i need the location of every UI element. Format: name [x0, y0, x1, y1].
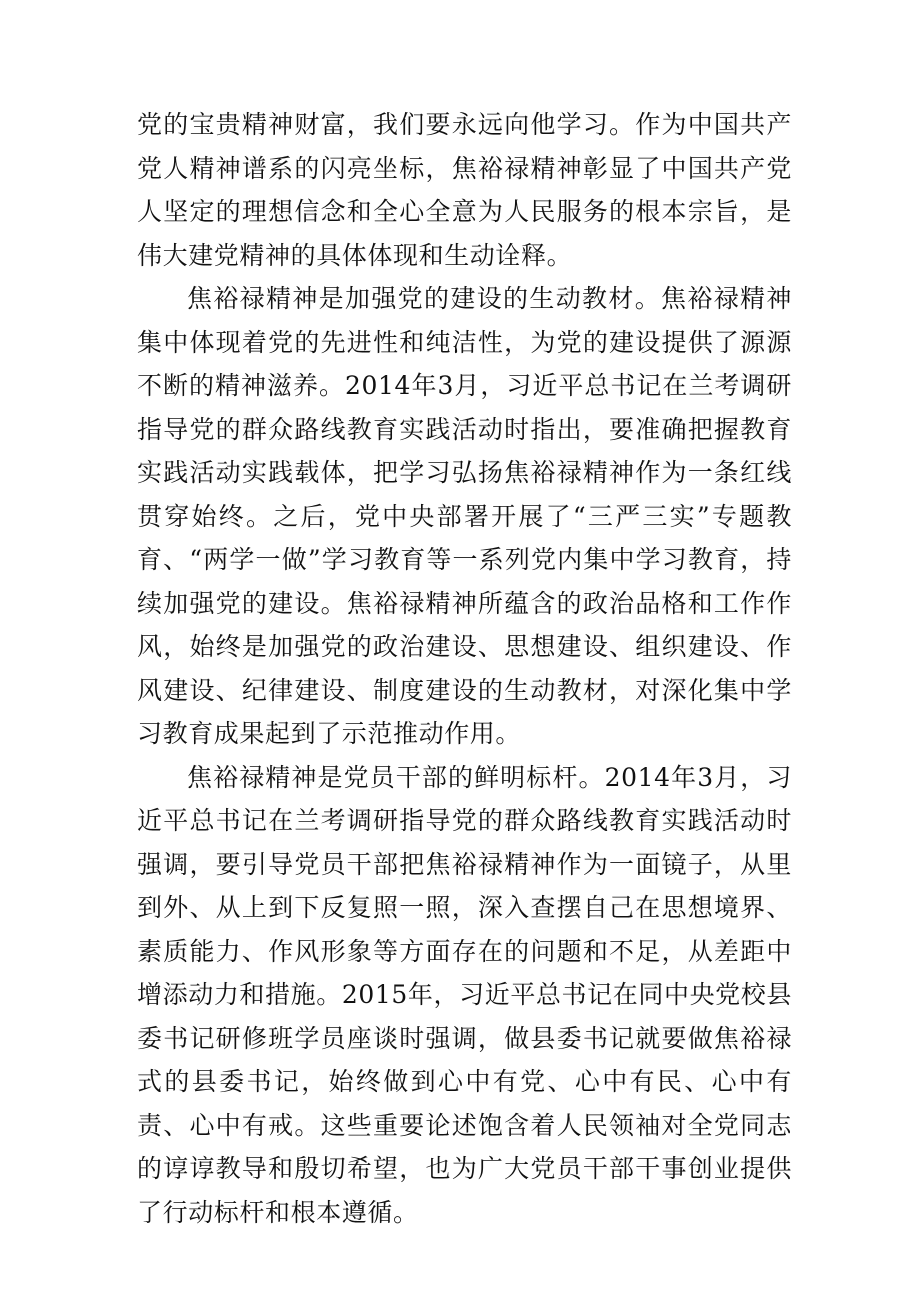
paragraph-party-building: 焦裕禄精神是加强党的建设的生动教材。焦裕禄精神集中体现着党的先进性和纯洁性，为党的建设提供了源源不断的精神滋养。2014年3月，习近平总书记在兰考调研指导党的群众路线教育实践活动时指出，要准确把握教育实践活动实践载体，把学习弘扬焦裕禄精神作为一条红线贯穿始终。之后，党中央部署开展了“三严三实”专题教育、“两学一做”学习教育等一系列党内集中学习教育，持续加强党的建设。焦裕禄精神所蕴含的政治品格和工作作风，始终是加强党的政治建设、思想建设、组织建设、作风建设、纪律建设、制度建设的生动教材，对深化集中学习教育成果起到了示范推动作用。: [137, 284, 792, 748]
document-body: [137, 103, 792, 1234]
paragraph-continuation: 党的宝贵精神财富，我们要永远向他学习。作为中国共产党人精神谱系的闪亮坐标，焦裕禄精神彰显了中国共产党人坚定的理想信念和全心全意为人民服务的根本宗旨，是伟大建党精神的具体体现和生动诠释。: [137, 110, 792, 270]
paragraph-cadre-benchmark: 焦裕禄精神是党员干部的鲜明标杆。2014年3月，习近平总书记在兰考调研指导党的群众路线教育实践活动时强调，要引导党员干部把焦裕禄精神作为一面镜子，从里到外、从上到下反复照一照，深入查摆自己在思想境界、素质能力、作风形象等方面存在的问题和不足，从差距中增添动力和措施。2015年，习近平总书记在同中央党校县委书记研修班学员座谈时强调，做县委书记就要做焦裕禄式的县委书记，始终做到心中有党、心中有民、心中有责、心中有戒。这些重要论述饱含着人民领袖对全党同志的谆谆教导和殷切希望，也为广大党员干部干事创业提供了行动标杆和根本遵循。: [137, 762, 792, 1227]
